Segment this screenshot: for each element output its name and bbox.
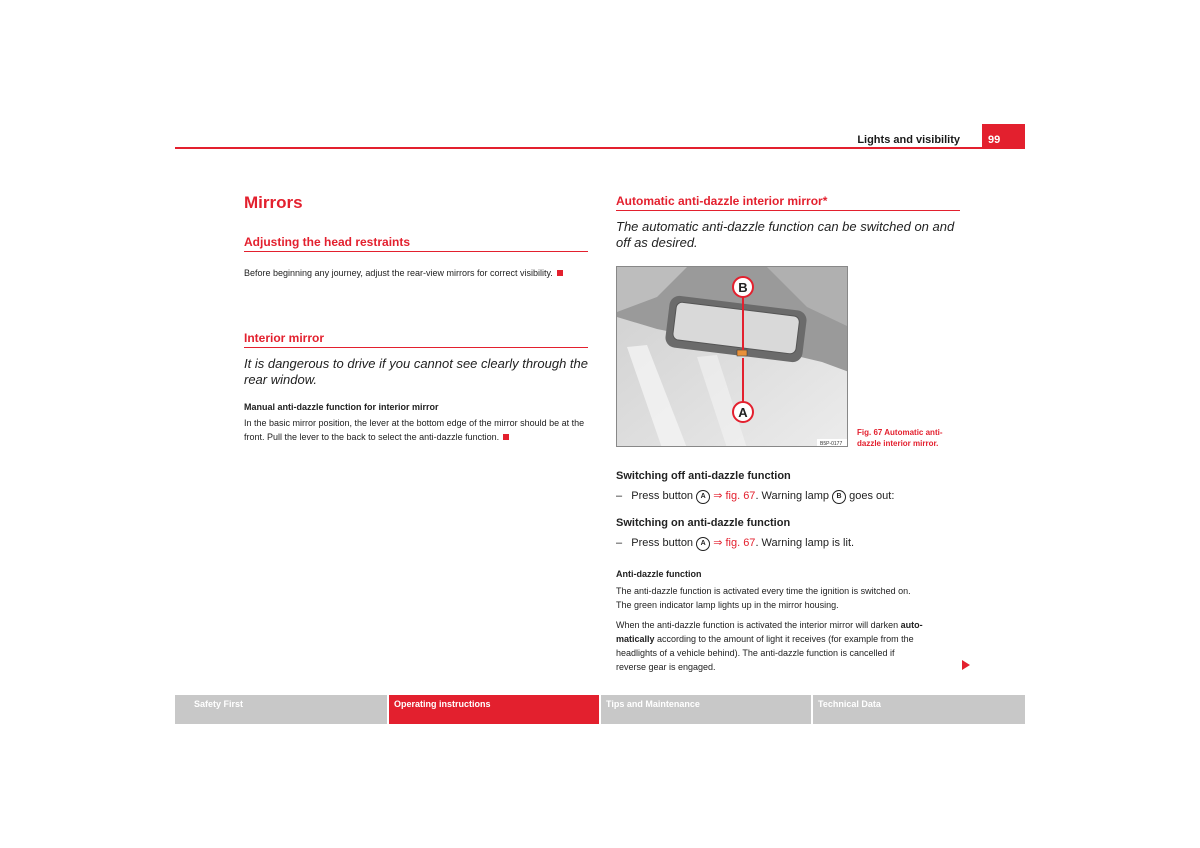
auto-anti-dazzle-intro: The automatic anti-dazzle function can be switched on and off as desired. <box>616 219 955 250</box>
button-a-symbol: A <box>696 490 710 504</box>
header-rule <box>175 147 1025 149</box>
callout-a-label: A <box>738 405 748 420</box>
page-title: Mirrors <box>244 193 303 212</box>
switch-on-heading: Switching on anti-dazzle function <box>616 517 791 529</box>
switch-on-step: – Press button A ⇒ fig. 67. Warning lamp is lit. <box>616 537 855 549</box>
section-rule <box>616 210 960 211</box>
manual-anti-dazzle-text: In the basic mirror position, the lever at the bottom edge of the mirror should be at the front. Pull the lever to the back to select the anti-dazzle function. <box>244 418 585 442</box>
mirror-illustration <box>617 267 848 447</box>
manual-anti-dazzle-heading: Manual anti-dazzle function for interior mirror <box>244 402 439 412</box>
head-restraints-text: Before beginning any journey, adjust the rear-view mirrors for correct visibility. <box>244 266 564 280</box>
fig-67-link[interactable]: ⇒ fig. 67 <box>713 490 756 502</box>
switch-off-step: – Press button A ⇒ fig. 67. Warning lamp B goes out: <box>616 490 895 502</box>
interior-mirror-warning: It is dangerous to drive if you cannot see clearly through the rear window. <box>244 356 588 387</box>
anti-dazzle-paragraph-2: When the anti-dazzle function is activated the interior mirror will darken auto- matically according to the amount of light it receives (for example from the headlights of a vehicle behind). The anti-dazzle function is cancelled if reverse gear is engaged. <box>616 620 923 672</box>
fig-67-link[interactable]: ⇒ fig. 67 <box>713 537 756 549</box>
end-of-section-marker <box>503 434 509 440</box>
anti-dazzle-paragraph-1: The anti-dazzle function is activated every time the ignition is switched on. The green indicator lamp lights up in the mirror housing. <box>616 586 911 610</box>
tab-tips-and-maintenance[interactable]: Tips and Maintenance <box>601 695 811 724</box>
end-of-section-marker <box>557 270 563 276</box>
tab-technical-data[interactable]: Technical Data <box>813 695 1025 724</box>
figure-caption: Fig. 67 Automatic anti- dazzle interior mirror. <box>857 428 943 448</box>
anti-dazzle-function-heading: Anti-dazzle function <box>616 569 702 579</box>
callout-b-label: B <box>738 280 748 295</box>
interior-mirror-heading: Interior mirror <box>244 331 325 345</box>
auto-anti-dazzle-heading: Automatic anti-dazzle interior mirror* <box>616 194 828 208</box>
section-rule <box>244 251 588 252</box>
figure-code: B5P-0177 <box>820 441 843 447</box>
tab-safety-first[interactable]: Safety First <box>175 695 387 724</box>
switch-off-heading: Switching off anti-dazzle function <box>616 470 791 482</box>
section-rule <box>244 347 588 348</box>
lamp-b-symbol: B <box>832 490 846 504</box>
head-restraints-heading: Adjusting the head restraints <box>244 235 411 249</box>
button-a-symbol: A <box>696 537 710 551</box>
mirror-figure <box>616 266 848 447</box>
section-title: Lights and visibility <box>857 134 960 146</box>
tab-operating-instructions[interactable]: Operating instructions <box>389 695 599 724</box>
page-number: 99 <box>982 124 1025 149</box>
continue-arrow-icon[interactable] <box>962 660 970 670</box>
